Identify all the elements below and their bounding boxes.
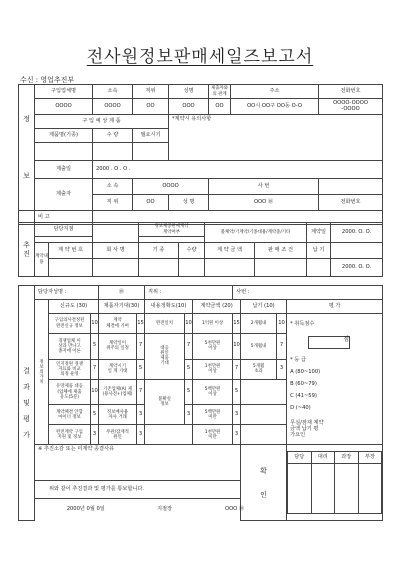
amount-value[interactable] <box>205 259 255 277</box>
criteria-eval: 평 가 <box>287 300 383 314</box>
header-phone: 전화번호 <box>319 85 383 99</box>
need-time-value[interactable] <box>133 143 169 161</box>
submit-date-label: 제출일 <box>35 161 93 179</box>
quantity-label: 수 량 <box>93 129 133 143</box>
header-name: 성명 <box>169 85 209 99</box>
approval-manager: 과장 <box>335 452 359 464</box>
submitter-ext-label: 전화번호 <box>319 195 383 211</box>
header-amount: 계 약 금 액 <box>205 243 255 259</box>
sign-name: OOO ㊞ <box>225 505 245 512</box>
document-title: 전사원정보판매세일즈보고서 <box>86 47 314 67</box>
assessor-seal: ㊞ <box>99 286 145 300</box>
recipient-line: 수신 : 영업추진부 <box>20 76 75 84</box>
model-value[interactable] <box>139 259 179 277</box>
submitter-number-value[interactable] <box>319 179 383 195</box>
purchase-product-header: 구 입 예 상 제 품 <box>35 115 169 129</box>
info-section-table <box>18 84 383 225</box>
product-name-label: 제품명(기종) <box>35 129 93 143</box>
criteria-delivery: 납기 (10) <box>241 300 287 314</box>
header-company: 구입업체명 <box>35 85 93 99</box>
grade-d: D (~40) <box>290 404 311 411</box>
qty-value[interactable] <box>179 259 205 277</box>
header-position: 직위 <box>133 85 169 99</box>
confirm-label: 확 인 <box>241 445 287 521</box>
value-company[interactable]: OOOO <box>35 99 93 115</box>
header-delivery: 납 기 <box>307 243 331 259</box>
submitter-pos-value[interactable]: OO <box>133 195 169 211</box>
branch-value[interactable] <box>93 223 139 243</box>
submitter-name-label: 성 명 <box>169 195 209 211</box>
submitter-dept-value[interactable]: OOOO <box>133 179 209 195</box>
approval-deputy: 대리 <box>311 452 335 464</box>
section-info-label: 정 보 <box>19 85 35 211</box>
progress-section-table <box>18 222 383 277</box>
header-relation: 제출자와의 관계 <box>209 85 231 99</box>
header-address: 주소 <box>231 85 319 99</box>
criteria-amount: 계약금액 (20) <box>193 300 241 314</box>
header-terms: 판 매 조 건 <box>255 243 307 259</box>
assessor-position: 직위 : <box>145 286 233 300</box>
contract-content-label: 계약내용 <box>35 243 49 277</box>
submit-date-value[interactable]: 2000 . O . O . <box>93 161 383 179</box>
contract-date-label: 계약일 <box>307 223 331 243</box>
grade-a: A (80~100) <box>290 368 321 375</box>
grade-c: C (41~59) <box>290 392 317 399</box>
info-value-side: 정 보 의 가 치 <box>35 300 49 445</box>
submitter-number-label: 사 번 <box>209 179 319 195</box>
contract-check-label: 정보제공판매계약 계약여부 <box>139 223 205 237</box>
value-position[interactable]: OO <box>133 99 169 115</box>
branch-label: 담당지점 <box>35 223 93 237</box>
header-company-name: 회 사 명 <box>93 243 139 259</box>
terms-value[interactable] <box>255 259 307 277</box>
result-section-table: 결 과 및 평 가 담당자성명 : ㊞ 직위 : 사번 : 정 보 의 가 치 신규도 (30) 제품자기대(30) 내용정확도(10) 계약금액 (20) 납기 (10) 평 가 구입의사결정된 완전신규 정보 10 계약 체결에 기여 15 완전일치 10 1억원 이상 15 2개월내 10 * 취득점수 점 * 등 급 A (80~100) B (60~79) C (41~59) D (~40) 무실/잠재 계약 금액 납기 평 가요인 경쟁업체 이 상과 만나고 종지에 이른 5 계약일이 위주의 일정 7 대응 원인 제품 기대 7 5천만원 이상 10 5개월내 7 인지정원 경쟁 자료와 비교 의정 운영 7 계약시기 일 게 기대 5 5 1천만원 이상 7 5개월 초과 3 유망제품 대응 (업체에 제출 유도(5분) 10 기존업체(A) 제 (용사전+(업체) 7 불확실 정보 5 5백만원 이상 5 계약체결 안함 마이너 정보 5 정보매사용 자사 거래 3 3 5백만원 미만 3 완전계약 구입 지원 및 정보 3 무관/잠재적 원인 3 1천만원 미만 3 ※ 추진소감 또는 미계약 종결사유 확 인 담당 대리 과장 부장 위와 같이 추진결과 및 평가를 통보합니다. 2000년 0월 0일 지점장 OOO ㊞ <box>18 285 383 521</box>
approval-box <box>287 445 383 521</box>
header-qty: 수량 <box>179 243 205 259</box>
header-model: 기 종 <box>139 243 179 259</box>
criteria-product: 제품자기대(30) <box>99 300 145 314</box>
approval-staff: 담당 <box>288 452 312 464</box>
submitter-pos-label: 직 위 <box>93 195 133 211</box>
submitter-dept-label: 소 속 <box>93 179 133 195</box>
score-panel <box>287 314 383 445</box>
sign-date: 2000년 0월 0일 <box>66 505 105 512</box>
header-dept: 소속 <box>93 85 133 99</box>
submitter-label: 제출자 <box>35 179 93 211</box>
section-progress-label: 추 진 <box>19 223 35 277</box>
value-phone[interactable]: OOOO-OOOO -OOOO <box>319 99 383 115</box>
grade-label: * 등 급 <box>290 356 306 363</box>
product-name-value[interactable] <box>35 143 93 161</box>
remarks-label: 비 고 <box>35 211 93 225</box>
value-relation[interactable]: OO <box>209 99 231 115</box>
value-dept[interactable]: OOOO <box>93 99 133 115</box>
section-result-label: 결 과 및 평 가 <box>19 286 35 521</box>
due-date-value[interactable]: 2000. O. O. <box>331 259 383 277</box>
header-contract-no: 계 약 번 호 <box>49 243 93 259</box>
criteria-new: 신규도 (30) <box>49 300 99 314</box>
quantity-value[interactable] <box>93 143 133 161</box>
assessor-name-label: 담당자성명 : <box>35 286 99 300</box>
value-address[interactable]: OO시 OO구 OO동 O-O <box>231 99 319 115</box>
statement-text: 위와 같이 추진결과 및 평가를 통보합니다. <box>35 481 277 499</box>
score-box[interactable]: 점 <box>308 336 350 349</box>
caution-notes[interactable]: *계약시 유의사항 <box>169 115 383 161</box>
submitter-name-value[interactable]: OOO ㊞ <box>209 195 319 211</box>
contract-date-value[interactable]: 2000. O. O. <box>331 223 383 243</box>
contract-types[interactable]: 불체약/기계약/기종대용/계약중/기타 <box>205 223 307 243</box>
score-total-label: * 취득점수 <box>290 320 315 327</box>
other-factors: 무실/잠재 계약 금액 납기 평 가요인 <box>290 419 324 438</box>
grade-b: B (60~79) <box>290 380 317 387</box>
criteria-content: 내용정확도(10) <box>145 300 193 314</box>
reason-notes[interactable]: ※ 추진소감 또는 미계약 종결사유 <box>35 445 241 481</box>
company-name-value[interactable] <box>93 259 139 277</box>
assessor-number: 사번 : <box>233 286 383 300</box>
sign-branch: 지점장 <box>157 505 173 512</box>
value-name[interactable]: OOO <box>169 99 209 115</box>
contract-no-value[interactable] <box>49 259 93 277</box>
approval-director: 부장 <box>358 452 382 464</box>
need-time-label: 필요시기 <box>133 129 169 143</box>
